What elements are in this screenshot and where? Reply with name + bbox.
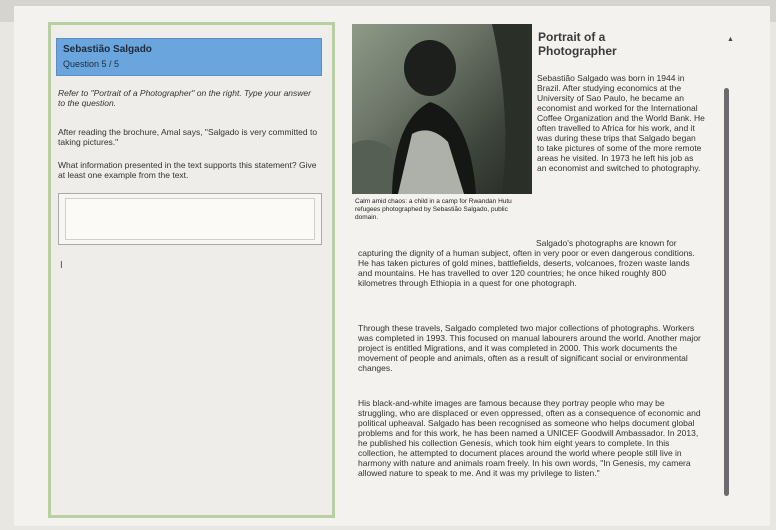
text-cursor-icon: I	[60, 260, 63, 271]
article-title-line2: Photographer	[538, 44, 617, 58]
question-number: Question 5 / 5	[63, 59, 120, 69]
question-header	[56, 38, 322, 76]
article-paragraph-2: Salgado's photographs are known for capturing the dignity of a human subject, often in very poor or even dangerous conditions. He has taken pictures of gold mines, battlefields, deserts, volcanoes, frozen waste lands and mountains. He has travelled to over 120 countries; he once hiked roughly 800 kilometres through Ethiopia in a quest for one photograph.	[358, 238, 695, 288]
photo-caption: Calm amid chaos: a child in a camp for Rwandan Hutu refugees photographed by Sebastião Salgado, public domain.	[355, 198, 512, 221]
instruction-text: Refer to "Portrait of a Photographer" on the right. Type your answer to the question.	[58, 88, 311, 108]
child-photo	[352, 24, 532, 194]
scrollbar[interactable]	[724, 88, 729, 496]
scroll-up-icon[interactable]: ▲	[727, 36, 734, 43]
article-paragraph-3: Through these travels, Salgado completed two major collections of photographs. Workers was completed in 1993. This focused on manual labourers around the world. Another major project is entitled Migrations, and it was completed in 2000. This work documents the movement of people and animals, often as a result of significant social or environmental changes.	[358, 323, 701, 373]
statement-text: After reading the brochure, Amal says, "Salgado is very committed to taking pictures."	[58, 127, 318, 147]
child-portrait-illustration	[352, 24, 532, 194]
answer-input[interactable]	[65, 198, 315, 240]
article-paragraph-1: Sebastião Salgado was born in 1944 in Brazil. After studying economics at the University of Sao Paulo, he became an economist and worked for the International Coffee Organization and the World Bank. He often travelled to Africa for his work, and it was during these trips that Salgado began to take pictures of some of the more remote areas he visited. In 1973 he left his job as an economist and switched to photography.	[537, 73, 705, 173]
answer-box[interactable]	[58, 193, 322, 245]
prompt-text: What information presented in the text supports this statement? Give at least one example from the text.	[58, 160, 317, 180]
panel-title: Sebastião Salgado	[63, 44, 152, 55]
article-title	[538, 30, 617, 58]
article-paragraph-4: His black-and-white images are famous because they portray people who may be struggling, who are displaced or even oppressed, often as a consequence of economic and political upheaval. Salgado has been recognised as someone who helps document global problems and for this work, he has been named a UNICEF Goodwill Ambassador. In 2013, he published his collection Genesis, which took him eight years to complete. In this collection, he attempted to document places around the world where people still live in harmony with nature and animals roam freely. In his own words, "In Genesis, my camera allowed nature to speak to me. And it was my privilege to listen."	[358, 398, 701, 478]
article-title-line1: Portrait of a	[538, 30, 606, 44]
